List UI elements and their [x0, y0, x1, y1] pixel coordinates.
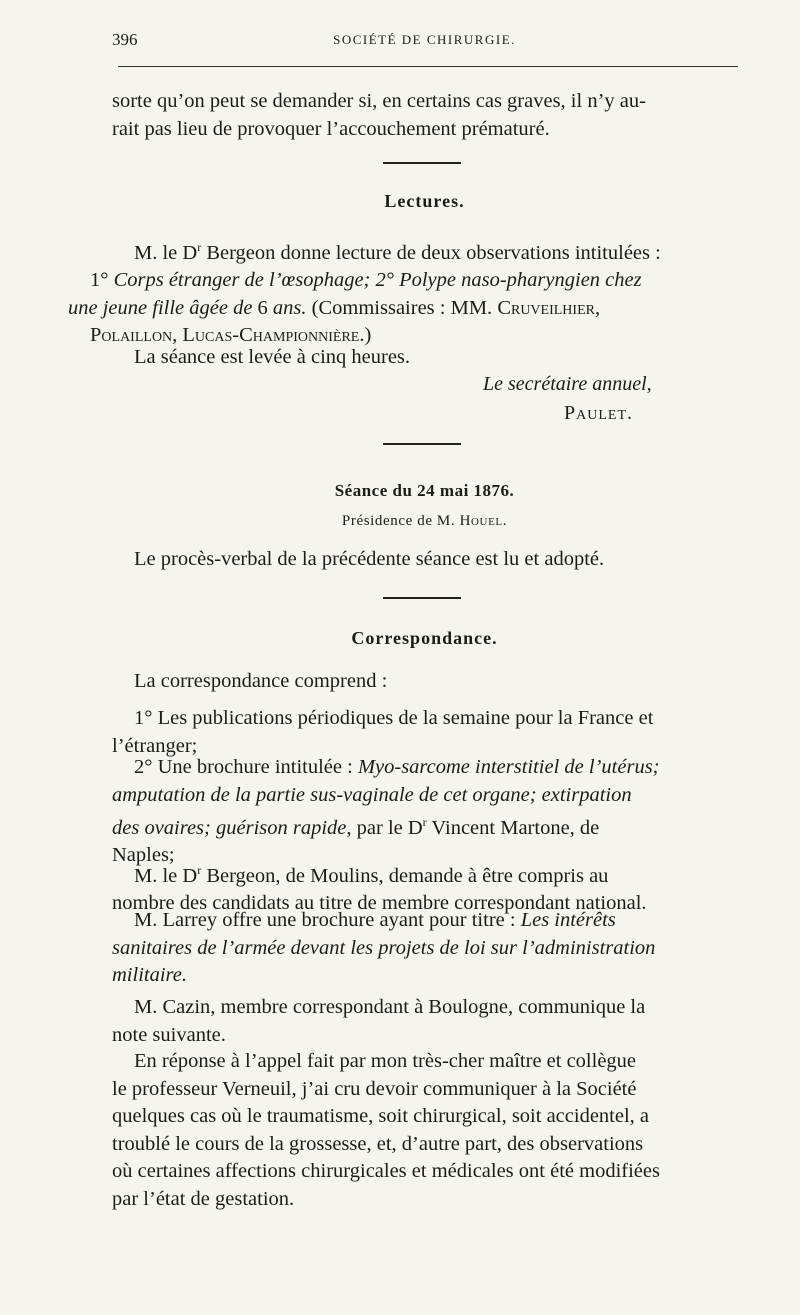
item-text: Naples;	[112, 844, 175, 867]
lectures-heading: Lectures.	[384, 191, 465, 211]
superscript: r	[197, 240, 202, 254]
brochure-title: sanitaires de l’armée devant les projets de loi sur l’administration	[112, 936, 656, 959]
correspondance-heading: Correspondance.	[351, 628, 498, 648]
proces-verbal: Le procès-verbal de la précédente séance est lu et adopté.	[134, 548, 605, 570]
correspondance-item-4	[112, 907, 737, 990]
item-text: , par le D	[346, 816, 423, 839]
brochure-title: Les intérêts	[520, 909, 616, 931]
item-text: Vincent Martone, de	[426, 816, 600, 839]
item-text: M. Cazin, membre correspondant à Boulogne, communique la	[134, 996, 646, 1018]
intro-line-1: sorte qu’on peut se demander si, en certains cas graves, il n’y au-	[112, 90, 646, 112]
observation-title: ans.	[272, 296, 307, 319]
running-head	[112, 30, 737, 54]
item-text: note suivante.	[112, 1023, 226, 1046]
brochure-title: amputation de la partie sus-vaginale de cet organe; extirpation	[112, 783, 632, 806]
brochure-title: des ovaires; guérison rapide	[112, 816, 347, 839]
presidence-text: Présidence de M.	[341, 513, 460, 529]
letter-line: le professeur Verneuil, j’ai cru devoir communiquer à la Société	[112, 1077, 637, 1100]
intro-paragraph	[112, 88, 737, 143]
lectures-paragraph	[68, 234, 737, 350]
superscript: r	[422, 815, 427, 829]
lectures-text: 6	[252, 296, 273, 319]
item-text: l’étranger;	[112, 734, 198, 757]
item-text: M. Larrey offre une brochure ayant pour titre :	[134, 909, 521, 931]
presidence-line	[112, 513, 737, 530]
lectures-text: )	[364, 324, 372, 347]
signature-role-text: Le secrétaire annuel,	[483, 373, 652, 395]
closing-sentence: La séance est levée à cinq heures.	[134, 346, 411, 368]
item-text: 2° Une brochure intitulée :	[134, 756, 358, 778]
section-divider	[383, 597, 461, 599]
letter-line: troublé le cours de la grossesse, et, d’autre part, des observations	[112, 1132, 644, 1155]
commissioner-name: Cruveilhier,	[497, 296, 601, 319]
superscript: r	[197, 863, 202, 877]
header-rule	[118, 66, 738, 67]
lectures-text: M. le D	[134, 241, 198, 264]
correspondance-item-2	[112, 754, 737, 870]
page-number: 396	[112, 30, 138, 49]
item-text: M. le D	[134, 864, 198, 887]
section-divider	[383, 162, 461, 164]
lectures-text: 1°	[90, 269, 114, 292]
commissioner-name: Polaillon, Lucas-Championnière.	[90, 324, 365, 347]
observation-title: une jeune fille âgée de	[68, 296, 253, 319]
section-divider	[383, 443, 461, 445]
president-name: Houel.	[459, 513, 508, 529]
letter-line: En réponse à l’appel fait par mon très-cher maître et collègue	[134, 1050, 637, 1072]
brochure-title: militaire.	[112, 964, 187, 986]
correspondance-intro: La correspondance comprend :	[134, 670, 388, 692]
letter-line: par l’état de gestation.	[112, 1187, 295, 1210]
signature-name: Paulet.	[564, 402, 633, 424]
lectures-text: Bergeon donne lecture de deux observations intitulées :	[201, 241, 661, 264]
letter-line: où certaines affections chirurgicales et médicales ont été modifiées	[112, 1160, 660, 1182]
cazin-letter	[112, 1048, 737, 1213]
running-title: SOCIÉTÉ DE CHIRURGIE.	[333, 32, 516, 47]
intro-line-2: rait pas lieu de provoquer l’accouchement prématuré.	[112, 117, 550, 140]
item-text: nombre des candidats au titre de membre correspondant national.	[112, 892, 647, 915]
signature-role	[483, 373, 652, 396]
letter-line: quelques cas où le traumatisme, soit chirurgical, soit accidentel, a	[112, 1105, 650, 1127]
correspondance-item-5	[112, 994, 737, 1049]
correspondance-item-1	[112, 705, 737, 760]
brochure-title: Myo-sarcome interstitiel de l’utérus;	[357, 756, 660, 778]
item-text: Bergeon, de Moulins, demande à être compris au	[201, 864, 609, 887]
observation-title: Corps étranger de l’œsophage; 2° Polype naso-pharyngien chez	[113, 269, 642, 292]
item-text: 1° Les publications périodiques de la semaine pour la France et	[134, 707, 654, 729]
session-title: Séance du 24 mai 1876.	[334, 481, 515, 500]
lectures-text: (Commissaires : MM.	[306, 296, 498, 319]
